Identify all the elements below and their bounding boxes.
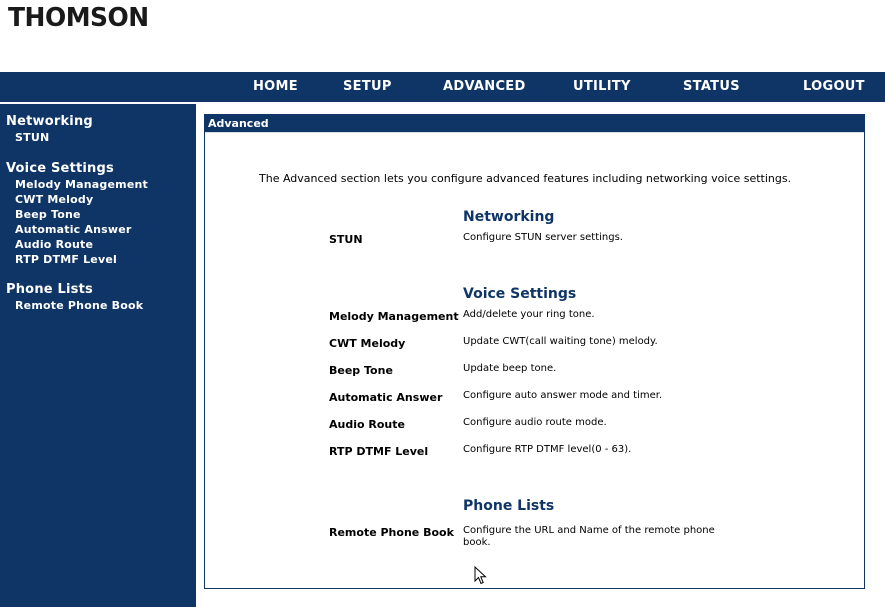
item-desc-stun: Configure STUN server settings. — [463, 232, 623, 243]
section-heading-phone-lists: Phone Lists — [463, 498, 555, 514]
sidebar-item-cwt-melody[interactable]: CWT Melody — [15, 193, 94, 206]
nav-logout[interactable]: LOGOUT — [803, 79, 865, 94]
item-desc-rtp-dtmf-level: Configure RTP DTMF level(0 - 63). — [463, 444, 632, 455]
thomson-logo: THOMSON — [8, 3, 149, 33]
sidebar-item-audio-route[interactable]: Audio Route — [15, 238, 94, 251]
item-stun[interactable]: STUN — [329, 233, 363, 246]
sidebar-heading-phone-lists[interactable]: Phone Lists — [6, 282, 93, 297]
item-desc-automatic-answer: Configure auto answer mode and timer. — [463, 390, 663, 401]
item-automatic-answer[interactable]: Automatic Answer — [329, 391, 443, 404]
item-desc-beep-tone: Update beep tone. — [463, 363, 557, 374]
nav-status[interactable]: STATUS — [683, 79, 740, 94]
panel-title: Advanced — [208, 117, 269, 130]
item-rtp-dtmf-level[interactable]: RTP DTMF Level — [329, 445, 429, 458]
sidebar-heading-networking[interactable]: Networking — [6, 114, 93, 129]
sidebar-item-automatic-answer[interactable]: Automatic Answer — [15, 223, 132, 236]
advanced-panel — [204, 114, 865, 589]
sidebar-item-beep-tone[interactable]: Beep Tone — [15, 208, 81, 221]
sidebar-item-rtp-dtmf-level[interactable]: RTP DTMF Level — [15, 253, 117, 266]
sidebar-item-melody-management[interactable]: Melody Management — [15, 178, 148, 191]
nav-utility[interactable]: UTILITY — [573, 79, 631, 94]
item-desc-audio-route: Configure audio route mode. — [463, 417, 607, 428]
item-melody-management[interactable]: Melody Management — [329, 310, 459, 323]
item-desc-melody-management: Add/delete your ring tone. — [463, 309, 595, 320]
item-cwt-melody[interactable]: CWT Melody — [329, 337, 406, 350]
intro-text: The Advanced section lets you configure advanced features including networking voice settings. — [259, 172, 792, 185]
section-heading-voice-settings: Voice Settings — [463, 286, 577, 302]
item-desc-remote-phone-book: Configure the URL and Name of the remote phone book. — [463, 525, 715, 548]
item-beep-tone[interactable]: Beep Tone — [329, 364, 393, 377]
sidebar — [0, 104, 196, 607]
nav-setup[interactable]: SETUP — [343, 79, 392, 94]
section-heading-networking: Networking — [463, 209, 555, 225]
top-nav-bar — [0, 72, 885, 102]
mouse-pointer-icon — [474, 566, 488, 586]
sidebar-item-stun[interactable]: STUN — [15, 131, 50, 144]
nav-advanced[interactable]: ADVANCED — [443, 79, 526, 94]
header — [0, 0, 885, 72]
item-desc-cwt-melody: Update CWT(call waiting tone) melody. — [463, 336, 658, 347]
item-remote-phone-book[interactable]: Remote Phone Book — [329, 526, 454, 539]
sidebar-heading-voice-settings[interactable]: Voice Settings — [6, 161, 114, 176]
item-audio-route[interactable]: Audio Route — [329, 418, 405, 431]
panel-title-bar — [205, 115, 864, 133]
sidebar-item-remote-phone-book[interactable]: Remote Phone Book — [15, 299, 144, 312]
nav-home[interactable]: HOME — [253, 79, 298, 94]
